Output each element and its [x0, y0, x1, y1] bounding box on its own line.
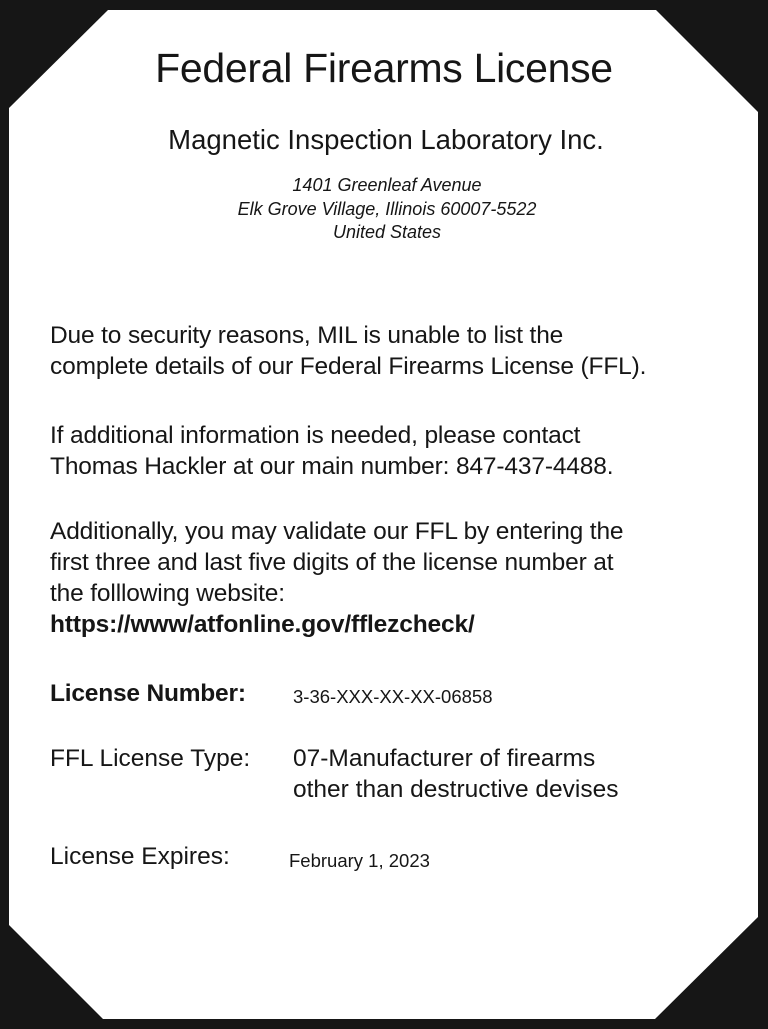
license-number-label: License Number: — [50, 680, 246, 707]
license-type-value — [293, 743, 619, 805]
address-line-country: United States — [332, 222, 442, 242]
license-type-value-line-2: other than destructive devises — [293, 776, 619, 803]
license-expires-value: February 1, 2023 — [289, 850, 430, 871]
license-expires-label: License Expires: — [50, 843, 230, 870]
address-line-street: 1401 Greenleaf Avenue — [292, 175, 482, 195]
contact-line-1: If additional information is needed, please contact — [50, 422, 581, 449]
address-line-city: Elk Grove Village, Illinois 60007-5522 — [237, 198, 537, 219]
contact-line-2: Thomas Hackler at our main number: 847-437-4488. — [50, 453, 614, 480]
validate-line-3: the folllowing website: — [50, 580, 285, 607]
license-type-value-line-1: 07-Manufacturer of firearms — [293, 745, 596, 772]
company-name: Magnetic Inspection Laboratory Inc. — [168, 124, 604, 155]
license-type-label: FFL License Type: — [50, 745, 251, 772]
company-address — [0, 174, 768, 245]
document-title: Federal Firearms License — [155, 45, 613, 91]
security-line-2: complete details of our Federal Firearms License (FFL). — [50, 353, 647, 380]
validate-line-2: first three and last five digits of the license number at — [50, 549, 614, 576]
atf-validation-link[interactable]: https://www/atfonline.gov/fflezcheck/ — [50, 611, 475, 638]
validate-paragraph — [50, 516, 623, 640]
license-number-value: 3-36-XXX-XX-XX-06858 — [293, 686, 493, 707]
contact-paragraph — [50, 420, 613, 482]
security-line-1: Due to security reasons, MIL is unable to list the — [50, 322, 564, 349]
security-paragraph — [50, 320, 646, 382]
validate-line-1: Additionally, you may validate our FFL by entering the — [50, 518, 624, 545]
